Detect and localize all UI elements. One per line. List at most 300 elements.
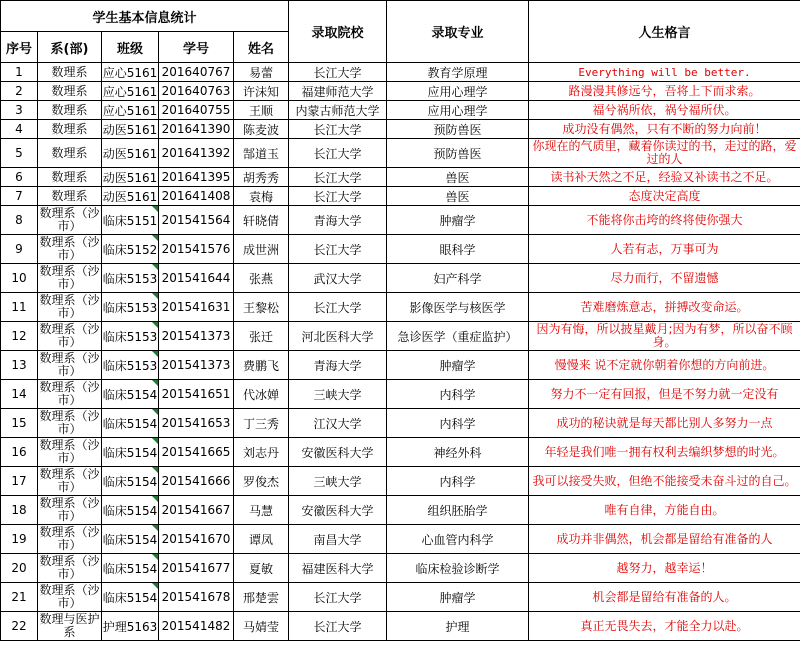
- table-row: [1, 264, 800, 293]
- cell-motto-text: 真正无畏失去，才能全力以赴。: [580, 618, 749, 633]
- cell-major-text: 眼科学: [439, 242, 476, 257]
- cell-class[interactable]: [102, 322, 159, 351]
- header-seq[interactable]: 序号: [1, 32, 38, 63]
- cell-major[interactable]: [387, 612, 529, 641]
- cell-class[interactable]: [102, 380, 159, 409]
- table-row: [1, 82, 800, 101]
- cell-major[interactable]: [387, 264, 529, 293]
- cell-student-id-text: 201541373: [161, 329, 231, 343]
- table-row: [1, 467, 800, 496]
- cell-school-text: 长江大学: [313, 146, 362, 161]
- cell-school-text: 长江大学: [313, 242, 362, 257]
- cell-dept[interactable]: [38, 496, 102, 525]
- cell-name[interactable]: [234, 467, 289, 496]
- cell-student-id[interactable]: [159, 467, 234, 496]
- cell-major-text: 内科学: [439, 387, 476, 402]
- cell-student-id-text: 201541667: [161, 503, 231, 517]
- cell-name[interactable]: [234, 187, 289, 206]
- cell-name[interactable]: [234, 612, 289, 641]
- cell-class-text: 临床5154: [102, 416, 158, 431]
- cell-motto-text: 慢慢来 说不定就你朝着你想的方向前进。: [554, 357, 775, 372]
- cell-name-text: 王黎松: [243, 300, 280, 315]
- cell-student-id[interactable]: [159, 612, 234, 641]
- cell-seq[interactable]: [1, 554, 38, 583]
- cell-class-text: 动医5161: [102, 170, 158, 185]
- cell-class[interactable]: [102, 264, 159, 293]
- cell-name[interactable]: [234, 322, 289, 351]
- cell-seq[interactable]: [1, 168, 38, 187]
- cell-dept-text: 数理系: [51, 102, 88, 117]
- cell-class[interactable]: [102, 63, 159, 82]
- cell-student-id[interactable]: [159, 82, 234, 101]
- cell-motto-text: 路漫漫其修远兮，吾将上下而求索。: [568, 83, 761, 98]
- cell-seq-text: 22: [11, 619, 27, 633]
- cell-dept-text: 数理系（沙市）: [39, 554, 100, 581]
- cell-major-text: 肿瘤学: [439, 213, 476, 228]
- cell-student-id[interactable]: [159, 63, 234, 82]
- cell-student-id[interactable]: [159, 409, 234, 438]
- cell-dept-text: 数理与医护系: [39, 612, 100, 639]
- cell-motto-text: 因为有悔，所以披星戴月;因为有梦，所以奋不顾身。: [536, 322, 793, 349]
- cell-school-text: 江汉大学: [313, 416, 362, 431]
- cell-seq[interactable]: [1, 293, 38, 322]
- cell-motto-text: 尽力而行，不留遗憾: [610, 270, 719, 285]
- cell-school[interactable]: [289, 496, 387, 525]
- comment-marker-icon: [152, 525, 158, 531]
- table-row: [1, 139, 800, 168]
- cell-motto[interactable]: [529, 525, 800, 554]
- cell-major[interactable]: [387, 322, 529, 351]
- cell-major[interactable]: [387, 438, 529, 467]
- table-row: [1, 583, 800, 612]
- cell-dept[interactable]: [38, 293, 102, 322]
- comment-marker-icon: [152, 467, 158, 473]
- cell-school[interactable]: [289, 612, 387, 641]
- header-class[interactable]: 班级: [102, 32, 159, 63]
- cell-motto[interactable]: [529, 120, 800, 139]
- cell-school[interactable]: [289, 467, 387, 496]
- cell-motto-text: 成功没有偶然，只有不断的努力向前！: [562, 121, 767, 136]
- table-title: 学生基本信息统计: [1, 1, 289, 32]
- cell-school[interactable]: [289, 82, 387, 101]
- cell-dept-text: 数理系（沙市）: [39, 467, 100, 494]
- cell-seq-text: 10: [11, 271, 27, 285]
- cell-name-text: 许沫知: [243, 84, 280, 99]
- table-row: [1, 496, 800, 525]
- cell-student-id[interactable]: [159, 525, 234, 554]
- cell-major[interactable]: [387, 206, 529, 235]
- cell-name[interactable]: [234, 82, 289, 101]
- cell-major-text: 内科学: [439, 474, 476, 489]
- cell-school[interactable]: [289, 380, 387, 409]
- cell-dept[interactable]: [38, 187, 102, 206]
- cell-student-id[interactable]: [159, 168, 234, 187]
- header-major[interactable]: 录取专业: [387, 1, 529, 63]
- cell-name-text: 费鹏飞: [243, 358, 280, 373]
- cell-seq-text: 12: [11, 329, 27, 343]
- cell-student-id[interactable]: [159, 496, 234, 525]
- cell-name[interactable]: [234, 380, 289, 409]
- cell-dept[interactable]: [38, 101, 102, 120]
- cell-student-id-text: 201541564: [161, 213, 231, 227]
- cell-dept-text: 数理系（沙市）: [39, 409, 100, 436]
- cell-motto-text: 机会都是留给有准备的人。: [592, 589, 737, 604]
- cell-school[interactable]: [289, 264, 387, 293]
- cell-school[interactable]: [289, 235, 387, 264]
- cell-dept[interactable]: [38, 264, 102, 293]
- cell-major-text: 神经外科: [433, 445, 482, 460]
- cell-seq[interactable]: [1, 264, 38, 293]
- cell-dept-text: 数理系: [51, 188, 88, 203]
- cell-major-text: 组织胚胎学: [427, 503, 488, 518]
- cell-name[interactable]: [234, 409, 289, 438]
- cell-motto[interactable]: [529, 583, 800, 612]
- cell-major-text: 妇产科学: [433, 271, 482, 286]
- table-row: [1, 409, 800, 438]
- cell-name-text: 张燕: [249, 271, 274, 286]
- cell-name[interactable]: [234, 554, 289, 583]
- cell-major[interactable]: [387, 63, 529, 82]
- cell-dept[interactable]: [38, 139, 102, 168]
- cell-name-text: 郜道玉: [243, 146, 280, 161]
- cell-motto[interactable]: [529, 63, 800, 82]
- cell-dept[interactable]: [38, 525, 102, 554]
- cell-dept-text: 数理系（沙市）: [39, 525, 100, 552]
- cell-motto[interactable]: [529, 82, 800, 101]
- cell-seq-text: 1: [15, 65, 23, 79]
- cell-class[interactable]: [102, 120, 159, 139]
- cell-student-id[interactable]: [159, 380, 234, 409]
- cell-motto[interactable]: [529, 187, 800, 206]
- table-row: [1, 120, 800, 139]
- cell-class[interactable]: [102, 139, 159, 168]
- cell-class[interactable]: [102, 409, 159, 438]
- cell-class[interactable]: [102, 187, 159, 206]
- cell-school-text: 长江大学: [313, 122, 362, 137]
- cell-name[interactable]: [234, 293, 289, 322]
- cell-major-text: 教育学原理: [427, 65, 488, 80]
- cell-motto[interactable]: [529, 496, 800, 525]
- cell-school-text: 福建医科大学: [301, 561, 374, 576]
- cell-school[interactable]: [289, 322, 387, 351]
- cell-student-id[interactable]: [159, 293, 234, 322]
- cell-dept[interactable]: [38, 467, 102, 496]
- cell-major[interactable]: [387, 583, 529, 612]
- cell-class[interactable]: [102, 82, 159, 101]
- cell-motto-text: 读书补天然之不足，经验又补读书之不足。: [550, 169, 779, 184]
- cell-dept[interactable]: [38, 63, 102, 82]
- cell-dept[interactable]: [38, 322, 102, 351]
- cell-major[interactable]: [387, 409, 529, 438]
- cell-seq[interactable]: [1, 235, 38, 264]
- cell-student-id[interactable]: [159, 187, 234, 206]
- cell-motto[interactable]: [529, 438, 800, 467]
- cell-student-id[interactable]: [159, 351, 234, 380]
- cell-student-id-text: 201641390: [161, 122, 231, 136]
- cell-class[interactable]: [102, 351, 159, 380]
- cell-school-text: 武汉大学: [313, 271, 362, 286]
- cell-motto[interactable]: [529, 351, 800, 380]
- cell-school[interactable]: [289, 293, 387, 322]
- cell-motto-text: 我可以接受失败，但绝不能接受未奋斗过的自己。: [532, 473, 797, 488]
- cell-student-id-text: 201541665: [161, 445, 231, 459]
- cell-student-id[interactable]: [159, 264, 234, 293]
- cell-seq[interactable]: [1, 82, 38, 101]
- cell-school[interactable]: [289, 583, 387, 612]
- cell-dept-text: 数理系: [51, 121, 88, 136]
- cell-student-id[interactable]: [159, 101, 234, 120]
- cell-class-text: 护理5163: [102, 619, 158, 634]
- cell-major-text: 预防兽医: [433, 122, 482, 137]
- cell-student-id-text: 201541644: [161, 271, 231, 285]
- cell-class[interactable]: [102, 206, 159, 235]
- cell-dept[interactable]: [38, 168, 102, 187]
- cell-motto[interactable]: [529, 206, 800, 235]
- cell-dept[interactable]: [38, 82, 102, 101]
- cell-class[interactable]: [102, 293, 159, 322]
- cell-major[interactable]: [387, 351, 529, 380]
- cell-motto[interactable]: [529, 168, 800, 187]
- cell-major[interactable]: [387, 293, 529, 322]
- cell-major-text: 兽医: [445, 170, 470, 185]
- cell-dept[interactable]: [38, 583, 102, 612]
- cell-student-id[interactable]: [159, 139, 234, 168]
- cell-seq[interactable]: [1, 351, 38, 380]
- cell-student-id-text: 201541678: [161, 590, 231, 604]
- cell-school[interactable]: [289, 409, 387, 438]
- cell-name[interactable]: [234, 168, 289, 187]
- cell-motto[interactable]: [529, 467, 800, 496]
- cell-motto[interactable]: [529, 139, 800, 168]
- cell-seq[interactable]: [1, 438, 38, 467]
- cell-school-text: 福建师范大学: [301, 84, 374, 99]
- cell-dept[interactable]: [38, 120, 102, 139]
- cell-name-text: 代冰婵: [243, 387, 280, 402]
- cell-major[interactable]: [387, 235, 529, 264]
- comment-marker-icon: [152, 583, 158, 589]
- header-name[interactable]: 姓名: [234, 32, 289, 63]
- cell-major[interactable]: [387, 187, 529, 206]
- cell-motto[interactable]: [529, 264, 800, 293]
- cell-motto[interactable]: [529, 293, 800, 322]
- cell-name[interactable]: [234, 139, 289, 168]
- cell-motto[interactable]: [529, 409, 800, 438]
- cell-seq[interactable]: [1, 583, 38, 612]
- cell-dept[interactable]: [38, 612, 102, 641]
- cell-dept[interactable]: [38, 438, 102, 467]
- cell-major-text: 肿瘤学: [439, 590, 476, 605]
- cell-dept-text: 数理系（沙市）: [39, 264, 100, 291]
- cell-student-id[interactable]: [159, 554, 234, 583]
- cell-seq[interactable]: [1, 409, 38, 438]
- cell-school[interactable]: [289, 101, 387, 120]
- cell-student-id[interactable]: [159, 120, 234, 139]
- cell-name[interactable]: [234, 525, 289, 554]
- cell-seq[interactable]: [1, 187, 38, 206]
- cell-motto[interactable]: [529, 380, 800, 409]
- cell-student-id-text: 201541631: [161, 300, 231, 314]
- cell-school[interactable]: [289, 139, 387, 168]
- cell-dept[interactable]: [38, 409, 102, 438]
- cell-school-text: 长江大学: [313, 590, 362, 605]
- cell-student-id-text: 201541670: [161, 532, 231, 546]
- cell-name[interactable]: [234, 264, 289, 293]
- cell-seq[interactable]: [1, 380, 38, 409]
- header-dept[interactable]: 系(部): [38, 32, 102, 63]
- cell-motto-text: 越努力，越幸运！: [616, 560, 713, 575]
- cell-student-id-text: 201641408: [161, 189, 231, 203]
- cell-dept-text: 数理系: [51, 169, 88, 184]
- cell-name-text: 胡秀秀: [243, 170, 280, 185]
- cell-class[interactable]: [102, 467, 159, 496]
- cell-class-text: 应心5161: [102, 65, 158, 80]
- cell-motto[interactable]: [529, 235, 800, 264]
- cell-school[interactable]: [289, 206, 387, 235]
- cell-student-id[interactable]: [159, 438, 234, 467]
- cell-student-id-text: 201541653: [161, 416, 231, 430]
- cell-seq-text: 15: [11, 416, 27, 430]
- cell-dept[interactable]: [38, 351, 102, 380]
- cell-student-id[interactable]: [159, 235, 234, 264]
- cell-school[interactable]: [289, 168, 387, 187]
- cell-class-text: 临床5152: [102, 242, 158, 257]
- cell-dept[interactable]: [38, 235, 102, 264]
- cell-motto[interactable]: [529, 554, 800, 583]
- cell-motto-text: 你现在的气质里，藏着你读过的书，走过的路，爱过的人: [532, 139, 797, 166]
- cell-student-id-text: 201541677: [161, 561, 231, 575]
- cell-major-text: 兽医: [445, 189, 470, 204]
- cell-major[interactable]: [387, 380, 529, 409]
- cell-motto[interactable]: [529, 612, 800, 641]
- cell-student-id[interactable]: [159, 583, 234, 612]
- cell-name[interactable]: [234, 438, 289, 467]
- cell-dept[interactable]: [38, 380, 102, 409]
- cell-major-text: 护理: [445, 619, 470, 634]
- cell-school[interactable]: [289, 120, 387, 139]
- cell-student-id[interactable]: [159, 322, 234, 351]
- cell-class[interactable]: [102, 583, 159, 612]
- comment-marker-icon: [152, 351, 158, 357]
- cell-name[interactable]: [234, 206, 289, 235]
- cell-name[interactable]: [234, 496, 289, 525]
- cell-motto-text: Everything will be better.: [578, 65, 751, 79]
- table-body: [1, 63, 800, 641]
- cell-student-id-text: 201641392: [161, 146, 231, 160]
- cell-seq[interactable]: [1, 322, 38, 351]
- cell-seq-text: 21: [11, 590, 27, 604]
- cell-class-text: 临床5154: [102, 532, 158, 547]
- cell-name[interactable]: [234, 63, 289, 82]
- cell-motto[interactable]: [529, 322, 800, 351]
- cell-name[interactable]: [234, 101, 289, 120]
- cell-class[interactable]: [102, 525, 159, 554]
- cell-student-id[interactable]: [159, 206, 234, 235]
- cell-major[interactable]: [387, 467, 529, 496]
- cell-major[interactable]: [387, 139, 529, 168]
- table-row: [1, 525, 800, 554]
- cell-name-text: 罗俊杰: [243, 474, 280, 489]
- table-row: [1, 235, 800, 264]
- cell-school-text: 内蒙古师范大学: [295, 103, 380, 118]
- cell-major[interactable]: [387, 120, 529, 139]
- cell-school[interactable]: [289, 351, 387, 380]
- header-motto[interactable]: 人生格言: [529, 1, 800, 63]
- cell-name[interactable]: [234, 235, 289, 264]
- cell-class-text: 应心5161: [102, 103, 158, 118]
- cell-school[interactable]: [289, 63, 387, 82]
- cell-major[interactable]: [387, 168, 529, 187]
- cell-name[interactable]: [234, 120, 289, 139]
- cell-seq[interactable]: [1, 612, 38, 641]
- cell-motto[interactable]: [529, 101, 800, 120]
- cell-school-text: 三峡大学: [313, 474, 362, 489]
- cell-school[interactable]: [289, 554, 387, 583]
- cell-major[interactable]: [387, 82, 529, 101]
- cell-class[interactable]: [102, 235, 159, 264]
- cell-class-text: 临床5154: [102, 387, 158, 402]
- cell-major-text: 急诊医学（重症监护）: [397, 329, 518, 344]
- cell-name-text: 易蕾: [249, 65, 274, 80]
- cell-class[interactable]: [102, 101, 159, 120]
- cell-dept[interactable]: [38, 554, 102, 583]
- cell-name-text: 夏敏: [249, 561, 274, 576]
- cell-name-text: 成世洲: [243, 242, 280, 257]
- table-row: [1, 187, 800, 206]
- cell-seq-text: 4: [15, 122, 23, 136]
- table-row: [1, 293, 800, 322]
- cell-dept-text: 数理系（沙市）: [39, 235, 100, 262]
- table-row: [1, 351, 800, 380]
- cell-school-text: 长江大学: [313, 65, 362, 80]
- cell-seq-text: 16: [11, 445, 27, 459]
- cell-name[interactable]: [234, 351, 289, 380]
- cell-seq[interactable]: [1, 206, 38, 235]
- header-school[interactable]: 录取院校: [289, 1, 387, 63]
- cell-school-text: 长江大学: [313, 300, 362, 315]
- cell-seq[interactable]: [1, 467, 38, 496]
- cell-major[interactable]: [387, 525, 529, 554]
- cell-school[interactable]: [289, 438, 387, 467]
- cell-major-text: 心血管内科学: [421, 532, 494, 547]
- cell-seq[interactable]: [1, 525, 38, 554]
- cell-seq[interactable]: [1, 63, 38, 82]
- cell-class[interactable]: [102, 554, 159, 583]
- cell-seq[interactable]: [1, 120, 38, 139]
- cell-seq[interactable]: [1, 139, 38, 168]
- cell-class[interactable]: [102, 438, 159, 467]
- cell-seq-text: 9: [15, 242, 23, 256]
- cell-major-text: 临床检验诊断学: [415, 561, 500, 576]
- comment-marker-icon: [152, 380, 158, 386]
- cell-class[interactable]: [102, 168, 159, 187]
- cell-seq[interactable]: [1, 496, 38, 525]
- cell-school[interactable]: [289, 525, 387, 554]
- cell-seq[interactable]: [1, 101, 38, 120]
- cell-motto-text: 苦难磨炼意志，拼搏改变命运。: [580, 299, 749, 314]
- cell-class[interactable]: [102, 612, 159, 641]
- cell-seq-text: 2: [15, 84, 23, 98]
- header-student-id[interactable]: 学号: [159, 32, 234, 63]
- cell-dept-text: 数理系: [51, 145, 88, 160]
- cell-major[interactable]: [387, 554, 529, 583]
- cell-major[interactable]: [387, 101, 529, 120]
- cell-major[interactable]: [387, 496, 529, 525]
- cell-school[interactable]: [289, 187, 387, 206]
- table-row: [1, 63, 800, 82]
- cell-name[interactable]: [234, 583, 289, 612]
- cell-class[interactable]: [102, 496, 159, 525]
- cell-dept[interactable]: [38, 206, 102, 235]
